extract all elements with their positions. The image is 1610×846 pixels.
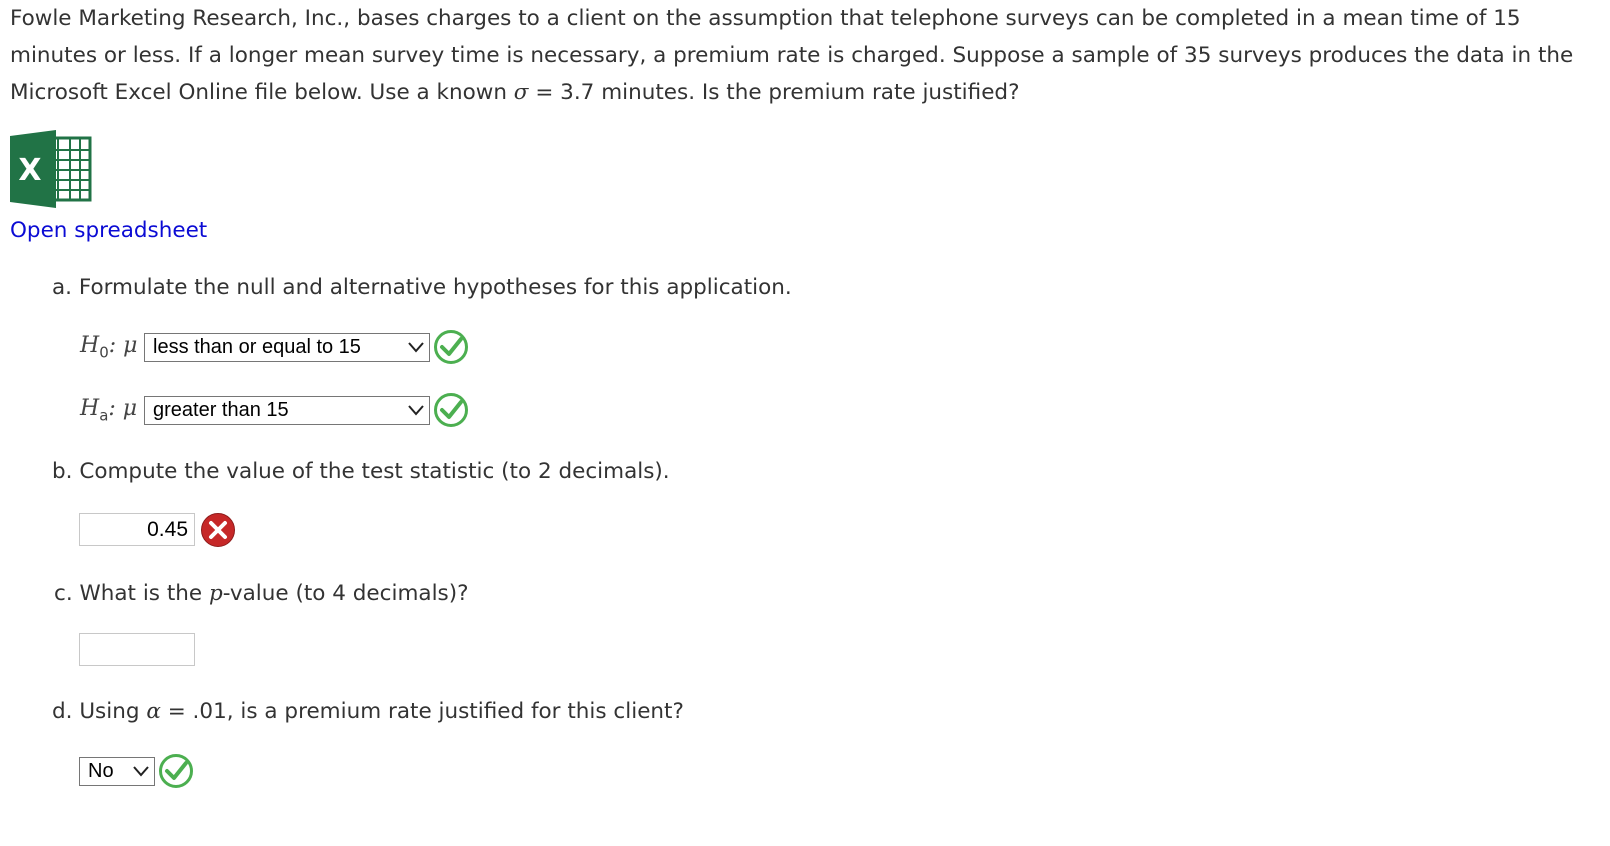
open-spreadsheet-link[interactable]: Open spreadsheet bbox=[10, 218, 208, 243]
check-icon bbox=[433, 392, 469, 428]
question-b: b. Compute the value of the test statistic (to 2 decimals). bbox=[52, 459, 670, 484]
problem-statement bbox=[10, 0, 1605, 111]
excel-icon-letter: X bbox=[18, 153, 42, 188]
problem-text-2: = 3.7 minutes. Is the premium rate justified? bbox=[528, 80, 1020, 105]
premium-justified-value: No bbox=[88, 759, 114, 782]
problem-text-1: Fowle Marketing Research, Inc., bases charges to a client on the assumption that telephone surveys can be completed in a mean time of 15 minutes or less. If a longer mean survey time is necessary, a premium rate is charged. Suppose a sample of 35 surveys produces the data in the Microsoft Excel Online file below. Use a known bbox=[10, 6, 1574, 105]
chevron-down-icon bbox=[407, 403, 425, 417]
check-icon bbox=[158, 753, 194, 789]
h0-row bbox=[80, 331, 469, 363]
cross-icon bbox=[200, 512, 236, 548]
question-c: c. What is the p-value (to 4 decimals)? bbox=[54, 581, 469, 606]
check-icon bbox=[433, 329, 469, 365]
chevron-down-icon bbox=[407, 340, 425, 354]
ha-select-value: greater than 15 bbox=[153, 398, 289, 421]
p-symbol: p bbox=[208, 581, 223, 606]
premium-justified-select[interactable] bbox=[79, 757, 155, 786]
test-statistic-input[interactable]: 0.45 bbox=[79, 513, 195, 546]
ha-select[interactable] bbox=[144, 396, 430, 425]
excel-icon[interactable] bbox=[10, 130, 92, 208]
alpha-symbol: α bbox=[146, 699, 161, 724]
answer-d-row bbox=[79, 753, 194, 789]
ha-label: $H_a$: μ bbox=[80, 395, 138, 425]
sigma-symbol: σ bbox=[513, 80, 529, 105]
chevron-down-icon bbox=[132, 764, 150, 778]
question-d: d. Using α = .01, is a premium rate justified for this client? bbox=[52, 699, 684, 724]
h0-select[interactable] bbox=[144, 333, 430, 362]
h0-select-value: less than or equal to 15 bbox=[153, 335, 361, 358]
h0-label: $H_0$: μ bbox=[80, 332, 138, 362]
question-a: a. Formulate the null and alternative hypotheses for this application. bbox=[52, 275, 792, 300]
p-value-input[interactable] bbox=[79, 633, 195, 666]
ha-row bbox=[80, 394, 469, 426]
